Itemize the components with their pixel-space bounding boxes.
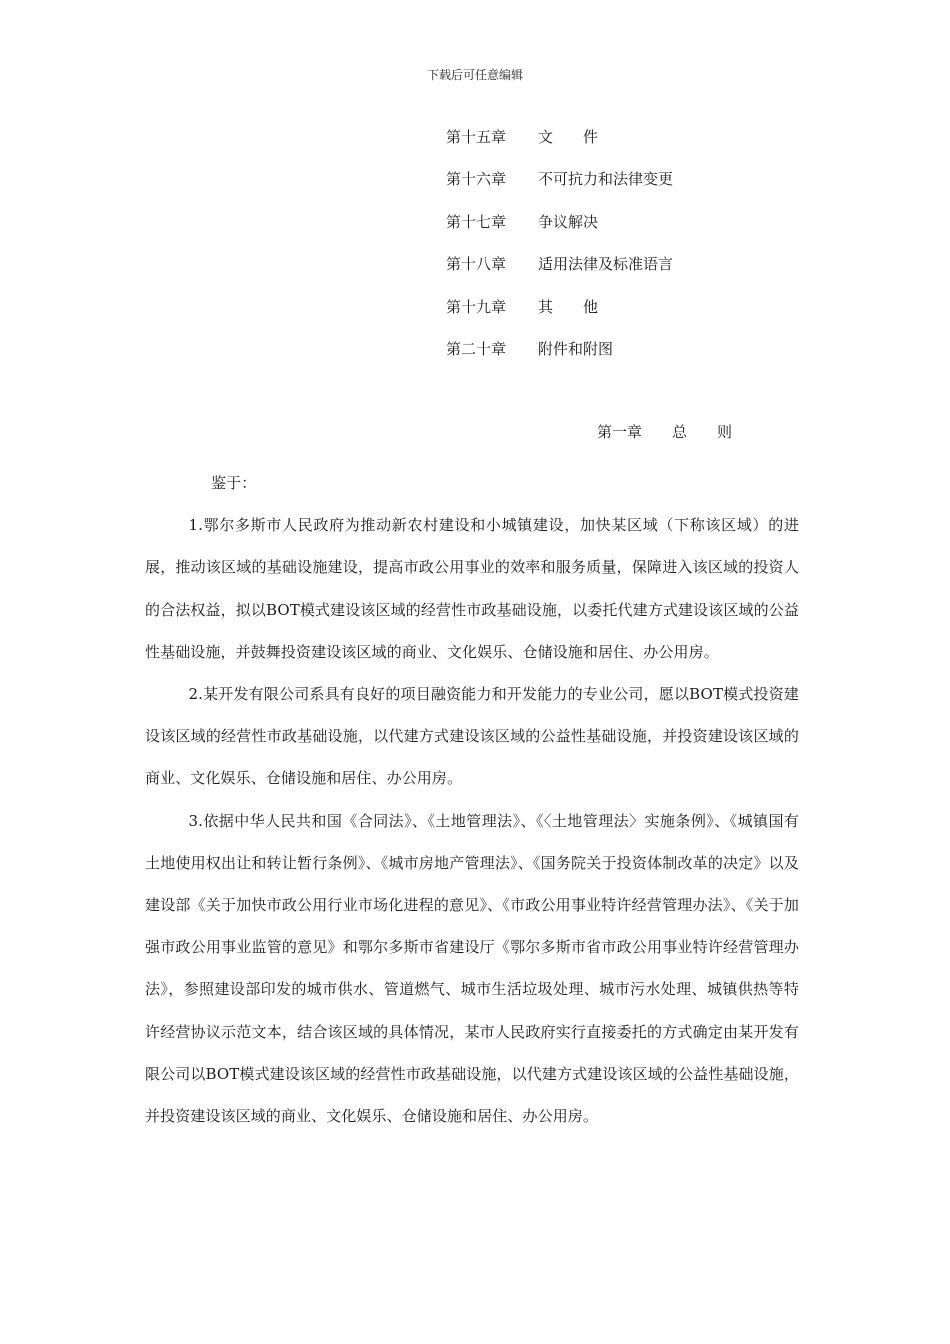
paragraph: 3.依据中华人民共和国《合同法》、《土地管理法》、《〈土地管理法〉实施条例》、《城镇国有土地使用权出让和转让暂行条例》、《城市房地产管理法》、《国务院关于投资体制改革的决定》以及建设部《关于加快市政公用行业市场化进程的意见》、《市政公用事业特许经营管理办法》、《关于加强市政公用事业监管的意见》和鄂尔多斯市省建设厅《鄂尔多斯市省市政公用事业特许经营管理办法》，参照建设部印发的城市供水、管道燃气、城市生活垃圾处理、城市污水处理、城镇供热等特许经营协议示范文本，结合该区域的具体情况，某市人民政府实行直接委托的方式确定由某开发有限公司以BOT模式建设该区域的经营性市政基础设施，以代建方式建设该区域的公益性基础设施，并投资建设该区域的商业、文化娱乐、仓储设施和居住、办公用房。 bbox=[145, 811, 799, 1126]
toc-chapter-title: 适用法律及标准语言 bbox=[538, 255, 674, 274]
paragraph: 2.某开发有限公司系具有良好的项目融资能力和开发能力的专业公司，愿以BOT模式投资建设该区域的经营性市政基础设施，以代建方式建设该区域的公益性基础设施，并投资建设该区域的商业、文化娱乐、仓储设施和居住、办公用房。 bbox=[145, 685, 799, 788]
toc-item bbox=[446, 166, 806, 208]
toc-chapter-title: 不可抗力和法律变更 bbox=[538, 170, 674, 189]
toc-chapter-title: 文 件 bbox=[538, 128, 599, 146]
chapter-heading: 第一章 总 则 bbox=[597, 423, 733, 441]
toc-chapter-title: 争议解决 bbox=[538, 212, 599, 231]
paragraph: 1.鄂尔多斯市人民政府为推动新农村建设和小城镇建设，加快某区域（下称该区域）的进展，推动该区域的基础设施建设，提高市政公用事业的效率和服务质量，保障进入该区域的投资人的合法权益，拟以BOT模式建设该区域的经营性市政基础设施，以委托代建方式建设该区域的公益性基础设施，并鼓舞投资建设该区域的商业、文化娱乐、仓储设施和居住、办公用房。 bbox=[145, 516, 799, 661]
table-of-contents bbox=[446, 124, 806, 378]
toc-chapter-number: 第十七章 bbox=[446, 212, 507, 231]
intro-line: 鉴于： bbox=[211, 474, 257, 492]
toc-item bbox=[446, 209, 806, 251]
header-note: 下载后可任意编辑 bbox=[426, 68, 523, 82]
toc-chapter-number: 第十五章 bbox=[446, 128, 507, 146]
chapter-body bbox=[145, 462, 799, 1137]
toc-item bbox=[446, 336, 806, 378]
toc-chapter-number: 第十六章 bbox=[446, 170, 507, 189]
toc-item bbox=[446, 251, 806, 293]
toc-item bbox=[446, 294, 806, 336]
toc-chapter-title: 附件和附图 bbox=[538, 339, 614, 358]
toc-chapter-number: 第十九章 bbox=[446, 297, 507, 316]
toc-chapter-number: 第二十章 bbox=[446, 339, 507, 358]
toc-item bbox=[446, 124, 806, 166]
toc-chapter-title: 其 他 bbox=[538, 297, 599, 316]
toc-chapter-number: 第十八章 bbox=[446, 255, 507, 274]
